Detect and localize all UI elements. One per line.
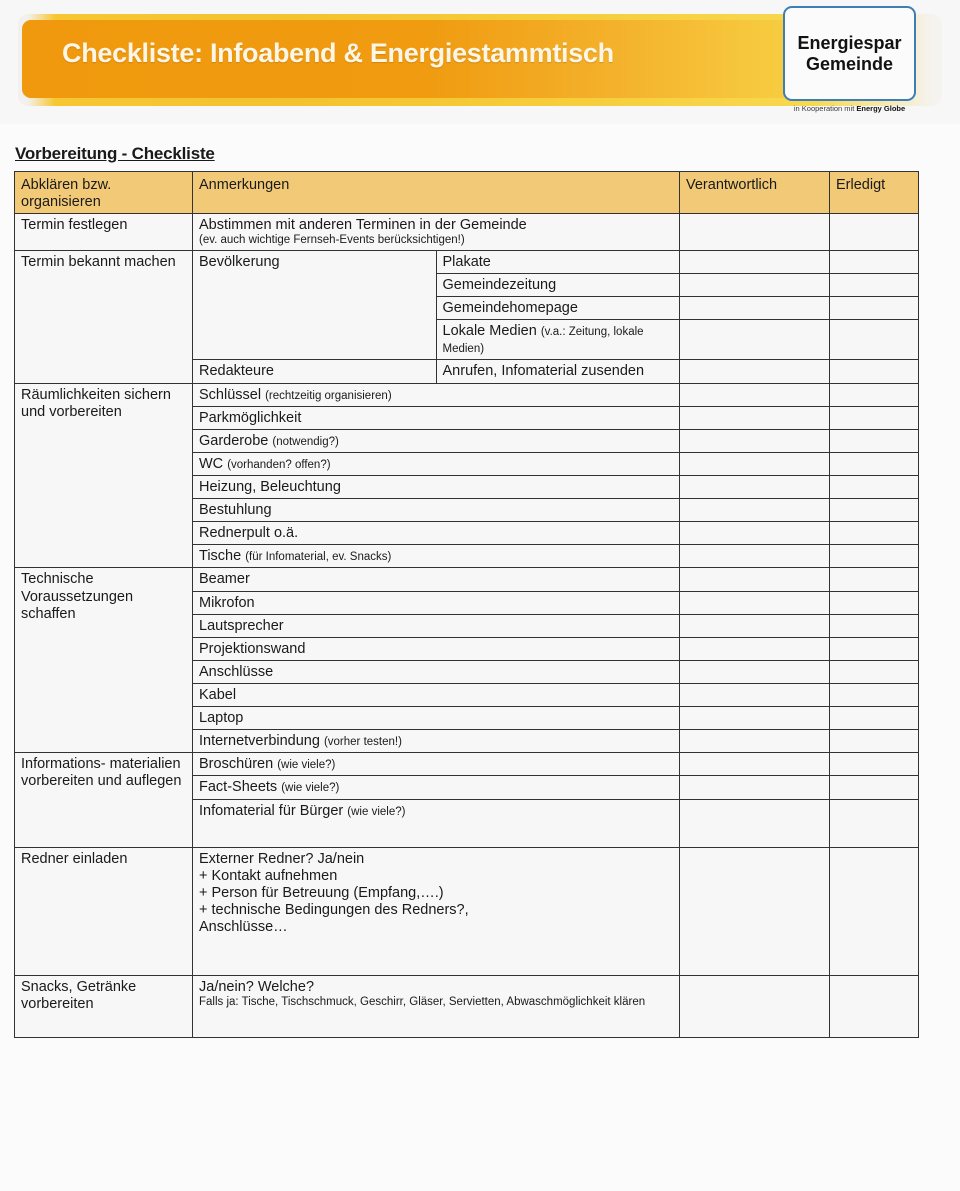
cell-responsible[interactable] <box>680 753 830 776</box>
item-tische <box>193 545 680 568</box>
document-page <box>0 124 960 1191</box>
item-broschueren <box>193 753 680 776</box>
item-rednerpult: Rednerpult o.ä. <box>193 522 680 545</box>
item-small-text: (für Infomaterial, ev. Snacks) <box>245 551 392 564</box>
cell-responsible[interactable] <box>680 847 830 975</box>
item-garderobe <box>193 429 680 452</box>
cell-responsible[interactable] <box>680 214 830 251</box>
note-line: + technische Bedingungen des Redners?, <box>199 901 469 918</box>
logo-cooperation-prefix: in Kooperation mit <box>793 104 857 113</box>
cell-responsible[interactable] <box>680 406 830 429</box>
cell-responsible[interactable] <box>680 637 830 660</box>
row-note-termin-festlegen <box>193 214 680 251</box>
item-laptop: Laptop <box>193 707 680 730</box>
cell-done[interactable] <box>830 614 919 637</box>
item-internetverbindung <box>193 730 680 753</box>
cell-done[interactable] <box>830 545 919 568</box>
cell-responsible[interactable] <box>680 499 830 522</box>
cell-responsible[interactable] <box>680 568 830 591</box>
item-main-text: Internetverbindung <box>199 733 324 750</box>
cell-done[interactable] <box>830 568 919 591</box>
item-small-text: (notwendig?) <box>272 435 339 448</box>
subitem-plakate: Plakate <box>436 250 680 273</box>
row-category-technische-voraussetzungen: Technische Voraussetzungen schaffen <box>15 568 193 753</box>
cell-done[interactable] <box>830 637 919 660</box>
cell-responsible[interactable] <box>680 591 830 614</box>
note-line: Anschlüsse… <box>199 918 288 935</box>
item-bestuhlung: Bestuhlung <box>193 499 680 522</box>
cell-done[interactable] <box>830 475 919 498</box>
cell-done[interactable] <box>830 707 919 730</box>
cell-responsible[interactable] <box>680 707 830 730</box>
table-row <box>15 847 919 975</box>
cell-responsible[interactable] <box>680 730 830 753</box>
cell-done[interactable] <box>830 499 919 522</box>
item-anschluesse: Anschlüsse <box>193 660 680 683</box>
cell-responsible[interactable] <box>680 683 830 706</box>
row-category-snacks-getraenke: Snacks, Getränke vorbereiten <box>15 975 193 1037</box>
cell-done[interactable] <box>830 297 919 320</box>
cell-done[interactable] <box>830 591 919 614</box>
banner-title: Checkliste: Infoabend & Energiestammtisch <box>62 38 614 68</box>
cell-responsible[interactable] <box>680 320 830 360</box>
item-main-text: Schlüssel <box>199 386 266 403</box>
cell-done[interactable] <box>830 776 919 799</box>
table-row <box>15 975 919 1037</box>
row-note-redner-einladen <box>193 847 680 975</box>
subitem-main-text: Lokale Medien <box>442 323 541 340</box>
cell-done[interactable] <box>830 429 919 452</box>
cell-done[interactable] <box>830 683 919 706</box>
note-line: + Kontakt aufnehmen <box>199 867 338 884</box>
cell-done[interactable] <box>830 522 919 545</box>
note-small-text: (ev. auch wichtige Fernseh-Events berücksichtigen!) <box>199 234 465 247</box>
item-wc <box>193 452 680 475</box>
logo-cooperation-brand: Energy Globe <box>856 104 906 113</box>
item-small-text: (wie viele?) <box>281 782 340 795</box>
cell-responsible[interactable] <box>680 545 830 568</box>
subitem-small-text: (v.a.: Zeitung, lokale Medien) <box>442 326 644 356</box>
cell-responsible[interactable] <box>680 799 830 847</box>
cell-done[interactable] <box>830 406 919 429</box>
row-note-snacks-getraenke <box>193 975 680 1037</box>
page-title: Vorbereitung - Checkliste <box>15 144 215 163</box>
cell-responsible[interactable] <box>680 776 830 799</box>
logo-line-2: Gemeinde <box>805 53 894 74</box>
subitem-gemeindehomepage: Gemeindehomepage <box>436 297 680 320</box>
item-infomaterial-buerger <box>193 799 680 847</box>
cell-done[interactable] <box>830 383 919 406</box>
item-small-text: (wie viele?) <box>277 759 336 772</box>
item-mikrofon: Mikrofon <box>193 591 680 614</box>
table-row <box>15 214 919 251</box>
item-small-text: (vorher testen!) <box>323 736 402 749</box>
column-header-notes: Anmerkungen <box>193 172 680 214</box>
cell-done[interactable] <box>830 452 919 475</box>
item-main-text: Fact-Sheets <box>199 779 282 796</box>
cell-done[interactable] <box>830 250 919 273</box>
item-small-text: (rechtzeitig organisieren) <box>265 389 392 402</box>
cell-done[interactable] <box>830 320 919 360</box>
note-small-text: Falls ja: Tische, Tischschmuck, Geschirr, Gläser, Servietten, Abwaschmöglichkeit klären <box>199 995 646 1008</box>
item-main-text: WC <box>199 455 228 472</box>
note-main-text: Abstimmen mit anderen Terminen in der Gemeinde <box>199 217 527 234</box>
logo-line-1: Energiespar <box>797 33 902 54</box>
subitem-gemeindezeitung: Gemeindezeitung <box>436 274 680 297</box>
cell-responsible[interactable] <box>680 274 830 297</box>
table-row <box>15 753 919 776</box>
table-row <box>15 383 919 406</box>
cell-responsible[interactable] <box>680 429 830 452</box>
cell-done[interactable] <box>830 660 919 683</box>
row-category-informationsmaterialien: Informations- materialien vorbereiten und auflegen <box>15 753 193 847</box>
header-banner <box>0 0 960 124</box>
item-main-text: Garderobe <box>199 432 273 449</box>
cell-responsible[interactable] <box>680 250 830 273</box>
note-line: Externer Redner? Ja/nein <box>199 850 365 867</box>
row-category-redner-einladen: Redner einladen <box>15 847 193 975</box>
table-header-row <box>15 172 919 214</box>
column-header-done: Erledigt <box>830 172 919 214</box>
item-heizung-beleuchtung: Heizung, Beleuchtung <box>193 475 680 498</box>
cell-responsible[interactable] <box>680 975 830 1037</box>
cell-responsible[interactable] <box>680 452 830 475</box>
cell-responsible[interactable] <box>680 614 830 637</box>
subitem-anrufen-infomaterial: Anrufen, Infomaterial zusenden <box>436 360 680 383</box>
column-header-category: Abklären bzw. organisieren <box>15 172 193 214</box>
note-line: + Person für Betreuung (Empfang,….) <box>199 884 444 901</box>
row-category-raeumlichkeiten: Räumlichkeiten sichern und vorbereiten <box>15 383 193 568</box>
cell-responsible[interactable] <box>680 383 830 406</box>
table-row <box>15 250 919 273</box>
item-schluessel <box>193 383 680 406</box>
item-small-text: (vorhanden? offen?) <box>227 458 331 471</box>
subitem-lokale-medien <box>436 320 680 360</box>
column-header-responsible: Verantwortlich <box>680 172 830 214</box>
cell-done[interactable] <box>830 799 919 847</box>
cell-responsible[interactable] <box>680 297 830 320</box>
cell-done[interactable] <box>830 975 919 1037</box>
cell-done[interactable] <box>830 753 919 776</box>
subgroup-label-redakteure: Redakteure <box>193 360 437 383</box>
cell-responsible[interactable] <box>680 522 830 545</box>
table-row <box>15 568 919 591</box>
item-fact-sheets <box>193 776 680 799</box>
cell-responsible[interactable] <box>680 360 830 383</box>
item-beamer: Beamer <box>193 568 680 591</box>
cell-responsible[interactable] <box>680 660 830 683</box>
item-main-text: Tische <box>199 548 246 565</box>
cell-done[interactable] <box>830 214 919 251</box>
row-category-termin-bekannt-machen: Termin bekannt machen <box>15 250 193 383</box>
item-small-text: (wie viele?) <box>347 805 406 818</box>
logo-cooperation-note <box>783 104 916 113</box>
note-main-text: Ja/nein? Welche? <box>199 978 315 995</box>
checklist-table <box>14 171 919 1038</box>
subgroup-label-bevoelkerung: Bevölkerung <box>193 250 437 360</box>
item-lautsprecher: Lautsprecher <box>193 614 680 637</box>
row-category-termin-festlegen: Termin festlegen <box>15 214 193 251</box>
item-parkmoeglichkeit: Parkmöglichkeit <box>193 406 680 429</box>
cell-done[interactable] <box>830 360 919 383</box>
item-main-text: Broschüren <box>199 756 278 773</box>
energiespar-gemeinde-logo <box>783 6 916 101</box>
cell-done[interactable] <box>830 274 919 297</box>
item-projektionswand: Projektionswand <box>193 637 680 660</box>
item-main-text: Infomaterial für Bürger <box>199 802 348 819</box>
cell-done[interactable] <box>830 847 919 975</box>
cell-done[interactable] <box>830 730 919 753</box>
cell-responsible[interactable] <box>680 475 830 498</box>
item-kabel: Kabel <box>193 683 680 706</box>
